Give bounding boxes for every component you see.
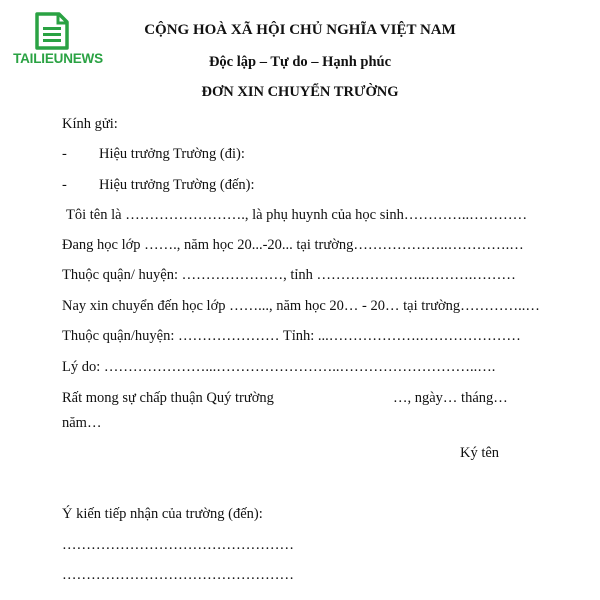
line-name: Tôi tên là ……………………., là phụ huynh của học sinh…………..………… [66, 207, 528, 223]
opinion-dots-2: ………………………………………… [62, 567, 294, 583]
document-title: ĐƠN XIN CHUYỂN TRƯỜNG [201, 84, 399, 100]
kinh-gui-label: Kính gửi: [62, 116, 118, 132]
recipient-2: Hiệu trưởng Trường (đến): [99, 177, 255, 193]
signature-label: Ký tên [460, 445, 500, 461]
national-title: CỘNG HOÀ XÃ HỘI CHỦ NGHĨA VIỆT NAM [144, 22, 456, 38]
line-class: Đang học lớp ……., năm học 20...-20... tại trường………………..………….… [62, 237, 524, 253]
opinion-dots-1: ………………………………………… [62, 537, 294, 553]
receiving-opinion-label: Ý kiến tiếp nhận của trường (đến): [62, 506, 263, 522]
line-reason: Lý do: …………………...……………………..………………………..…. [62, 359, 496, 375]
recipient-1-dash: - [62, 146, 67, 162]
logo-text: TAILIEUNEWS [13, 51, 103, 66]
line-year: năm… [62, 415, 102, 431]
line-closing-right: …, ngày… tháng… [393, 390, 508, 406]
line-district: Thuộc quận/ huyện: …………………, tỉnh …………………..……….……… [62, 267, 516, 283]
line-closing-left: Rất mong sự chấp thuận Quý trường [62, 390, 274, 406]
line-district-2: Thuộc quận/huyện: ………………… Tỉnh: ...……………….………………… [62, 328, 521, 344]
line-transfer: Nay xin chuyển đến học lớp ……..., năm học 20… - 20… tại trường…………..… [62, 298, 540, 314]
recipient-1: Hiệu trưởng Trường (đi): [99, 146, 245, 162]
recipient-2-dash: - [62, 177, 67, 193]
national-motto: Độc lập – Tự do – Hạnh phúc [208, 54, 392, 70]
